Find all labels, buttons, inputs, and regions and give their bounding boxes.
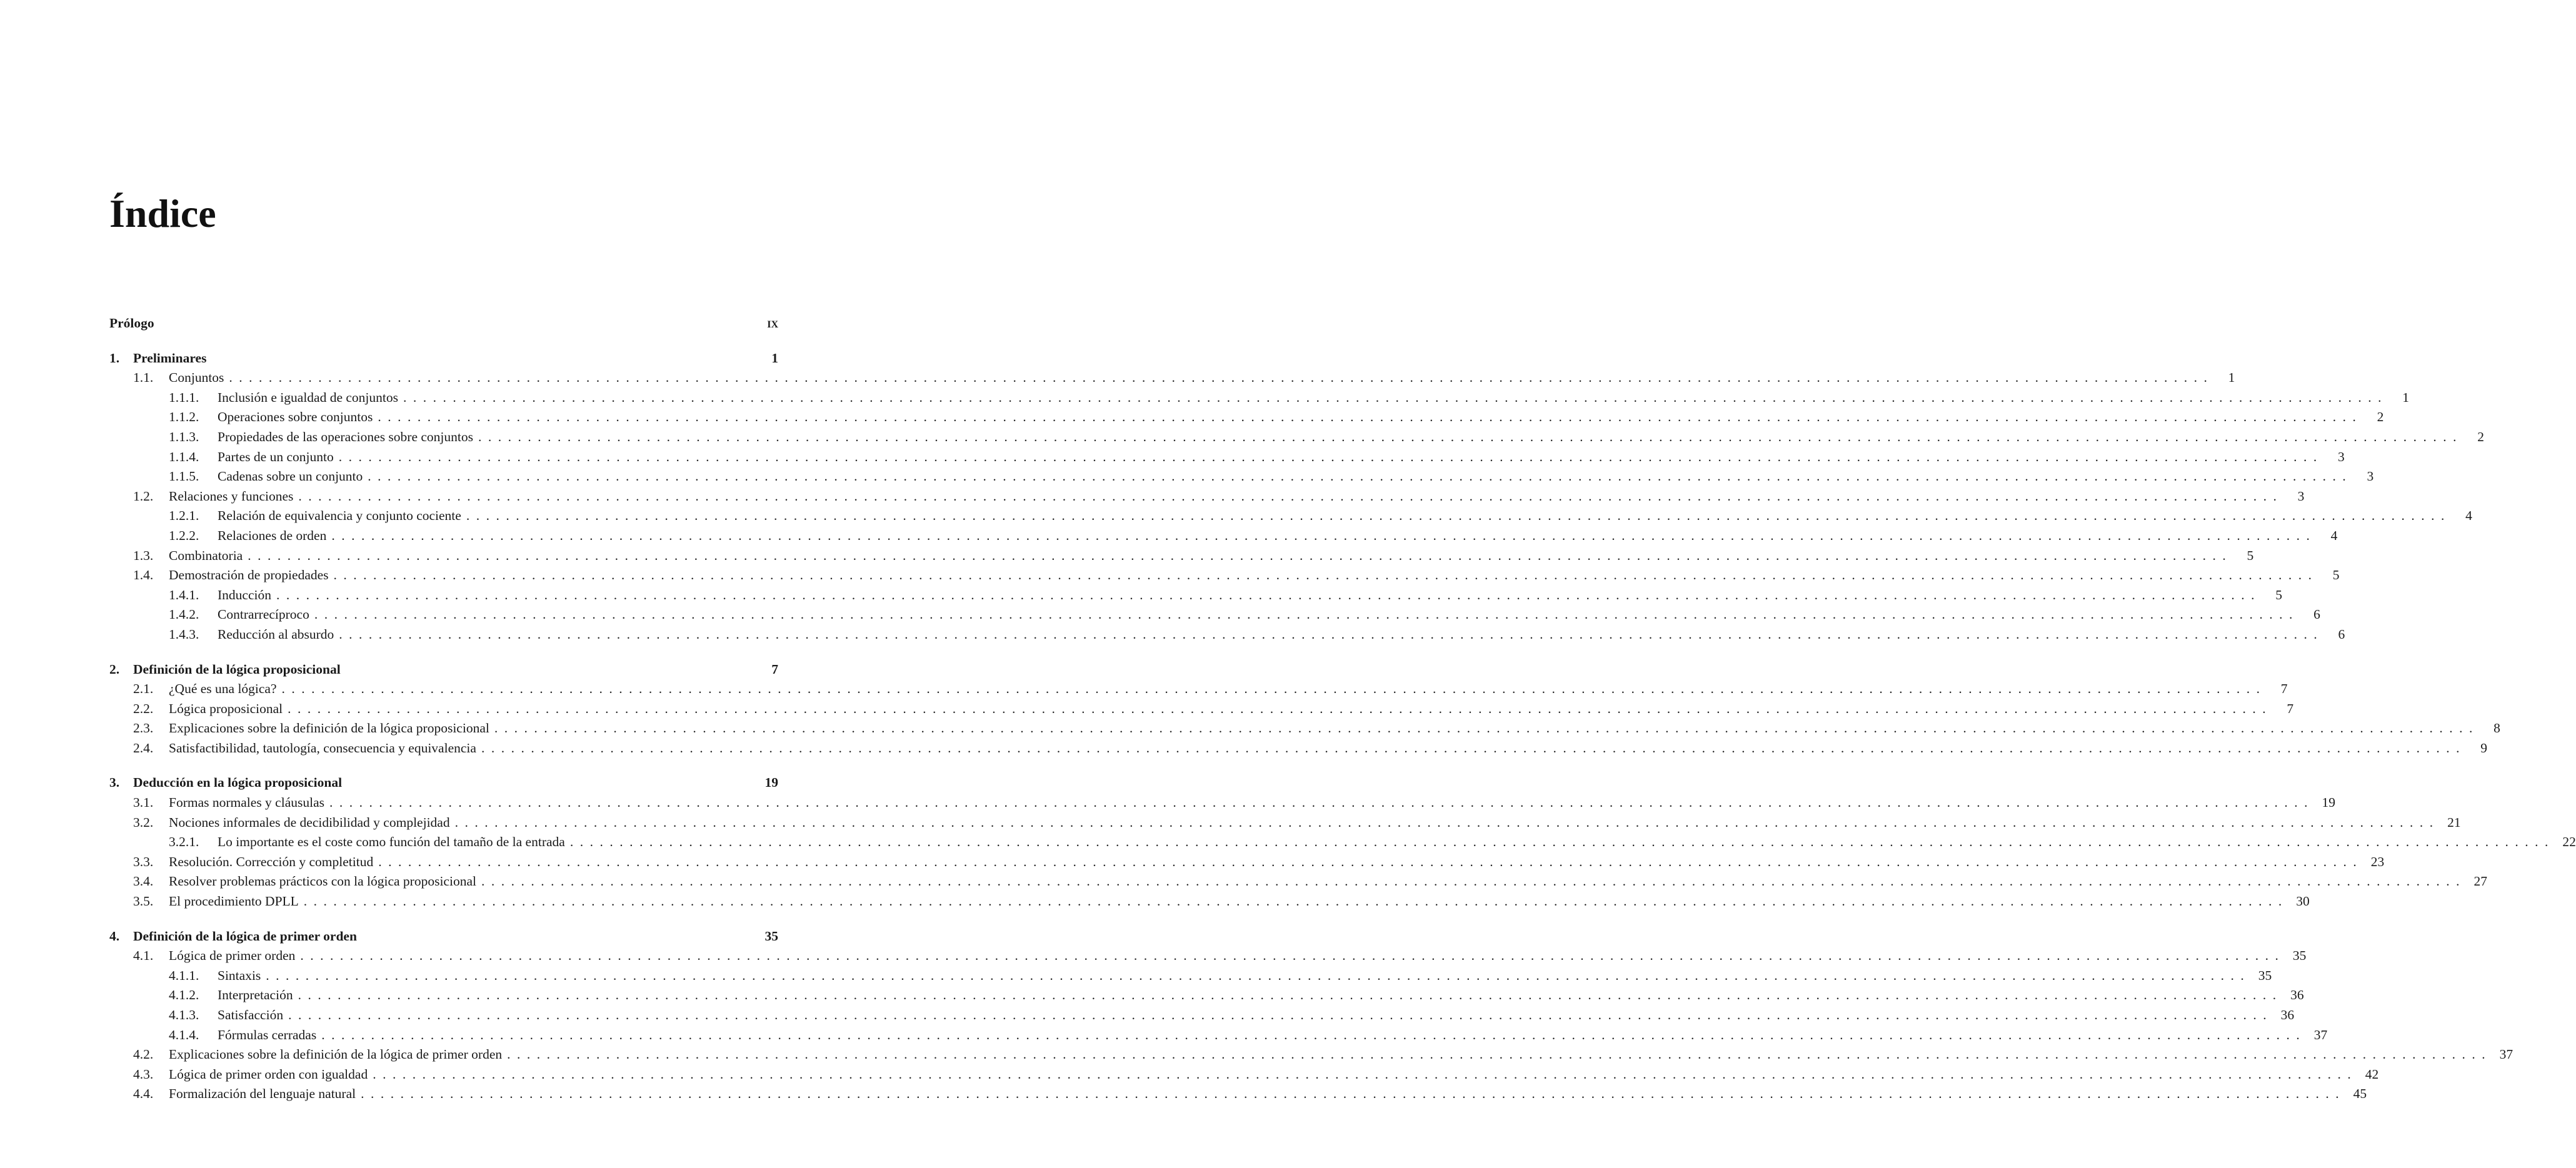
dot-leader: ........................................................................................................................................................................................................ — [314, 607, 2299, 622]
toc-subsection-entry[interactable] — [109, 388, 2409, 408]
toc-entry-page: 5 — [2275, 587, 2282, 602]
toc-chapter-number: 4. — [109, 928, 120, 944]
toc-entry-number: 1.4. — [133, 567, 154, 583]
dot-leader: ........................................................................................................................................................................................................ — [229, 370, 2214, 386]
toc-entry-page: 7 — [2287, 701, 2294, 716]
toc-entry-number: 1.2.2. — [169, 527, 199, 543]
toc-section-entry[interactable] — [109, 946, 2307, 966]
toc-section-entry[interactable] — [109, 566, 2340, 586]
toc-entry-page: IX — [767, 319, 778, 330]
toc-entry-number: 4.1.3. — [169, 1007, 199, 1022]
table-of-contents — [109, 314, 2576, 1104]
toc-entry-page: 2 — [2377, 409, 2384, 425]
toc-section-entry[interactable] — [109, 679, 2288, 699]
dot-leader: ........................................................................................................................................................................................................ — [288, 1007, 2273, 1022]
toc-section-entry[interactable] — [109, 487, 2305, 507]
toc-entry-label: Lógica de primer orden con igualdad — [169, 1066, 368, 1082]
toc-subsection-entry[interactable] — [109, 625, 2345, 645]
toc-entry-label: Satisfactibilidad, tautología, consecuencia y equivalencia — [169, 740, 476, 756]
dot-leader: ........................................................................................................................................................................................................ — [303, 894, 2288, 909]
toc-entry-label: Lo importante es el coste como función del tamaño de la entrada — [218, 834, 565, 850]
toc-entry-label: Propiedades de las operaciones sobre conjuntos — [218, 429, 473, 444]
dot-leader: ........................................................................................................................................................................................................ — [333, 567, 2318, 583]
toc-entry-label: Demostración de propiedades — [169, 567, 329, 583]
toc-entry-label: Conjuntos — [169, 370, 224, 386]
dot-leader: ........................................................................................................................................................................................................ — [454, 814, 2440, 830]
toc-entry-page: 22 — [2562, 834, 2576, 850]
toc-entry-number: 2.4. — [133, 740, 154, 756]
toc-subsection-entry[interactable] — [109, 832, 2576, 852]
toc-entry-page: 36 — [2280, 1007, 2295, 1022]
dot-leader: ........................................................................................................................................................................................................ — [276, 587, 2261, 602]
toc-chapter-title: Deducción en la lógica proposicional — [133, 775, 343, 791]
page-title: Índice — [109, 191, 216, 236]
toc-entry-page: 3 — [2337, 449, 2345, 464]
toc-chapter-2[interactable] — [109, 660, 778, 680]
toc-chapters — [109, 349, 2576, 1104]
dot-leader: ........................................................................................................................................................................................................ — [373, 1066, 2358, 1082]
toc-section-entry[interactable] — [109, 699, 2294, 719]
dot-leader: ........................................................................................................................................................................................................ — [298, 488, 2283, 504]
toc-entry-number: 4.1.2. — [169, 987, 199, 1003]
toc-entry-number: 1.4.3. — [169, 626, 199, 642]
dot-leader: ........................................................................................................................................................................................................ — [321, 1027, 2307, 1042]
toc-entry-number: 1.1.4. — [169, 449, 199, 464]
toc-entry-number: 4.2. — [133, 1047, 154, 1062]
toc-entry-number: 3.2. — [133, 814, 154, 830]
toc-entry-number: 3.1. — [133, 795, 154, 811]
toc-chapter-title: Definición de la lógica de primer orden — [133, 928, 357, 944]
toc-subsection-entry[interactable] — [109, 407, 2384, 427]
toc-chapter-page: 1 — [771, 350, 778, 366]
toc-entry-number: 4.4. — [133, 1086, 154, 1102]
toc-subsection-entry[interactable] — [109, 586, 2282, 606]
toc-entry-label: Cadenas sobre un conjunto — [218, 469, 363, 484]
toc-entry-label: Formalización del lenguaje natural — [169, 1086, 356, 1102]
toc-entry-page: 35 — [2292, 948, 2307, 964]
toc-entry-number: 1.1.3. — [169, 429, 199, 444]
toc-subsection-entry[interactable] — [109, 506, 2472, 526]
toc-entry-label: Fórmulas cerradas — [218, 1027, 317, 1042]
toc-section-entry[interactable] — [109, 1045, 2513, 1065]
dot-leader: ........................................................................................................................................................................................................ — [378, 854, 2363, 869]
toc-entry-number: 2.1. — [133, 681, 154, 697]
toc-entry-page: 36 — [2290, 987, 2304, 1003]
toc-subsection-entry[interactable] — [109, 526, 2338, 546]
toc-entry-label: Combinatoria — [169, 547, 243, 563]
dot-leader: ........................................................................................................................................................................................................ — [248, 547, 2233, 563]
toc-entry-number: 4.1.4. — [169, 1027, 199, 1042]
toc-entry-label: Relaciones de orden — [218, 527, 327, 543]
toc-entry-page: 37 — [2499, 1047, 2513, 1062]
toc-entry-number: 1.1.2. — [169, 409, 199, 425]
toc-entry-page: 6 — [2338, 626, 2345, 642]
toc-entry-page: 4 — [2465, 508, 2472, 524]
toc-entry-page: 5 — [2247, 547, 2254, 563]
toc-subsection-entry[interactable] — [109, 986, 2304, 1006]
toc-entry-number: 3.2.1. — [169, 834, 199, 850]
toc-entry-label: Satisfacción — [218, 1007, 284, 1022]
toc-subsection-entry[interactable] — [109, 467, 2374, 487]
toc-entry-label: Relación de equivalencia y conjunto cociente — [218, 508, 461, 524]
toc-section-entry[interactable] — [109, 1065, 2379, 1085]
toc-entry-number: 3.4. — [133, 874, 154, 889]
toc-section-entry[interactable] — [109, 719, 2500, 739]
toc-section-entry[interactable] — [109, 368, 2235, 388]
toc-chapter-4[interactable] — [109, 927, 778, 947]
toc-prologue-entry[interactable] — [109, 314, 778, 334]
toc-entry-label: Nociones informales de decidibilidad y complejidad — [169, 814, 450, 830]
toc-entry-page: 1 — [2228, 370, 2235, 386]
dot-leader: ........................................................................................................................................................................................................ — [300, 948, 2285, 964]
toc-entry-page: 1 — [2402, 389, 2409, 405]
toc-entry-number: 3.3. — [133, 854, 154, 869]
toc-entry-page: 3 — [2367, 469, 2374, 484]
toc-chapter-number: 3. — [109, 775, 120, 791]
dot-leader: ........................................................................................................................................................................................................ — [338, 449, 2323, 464]
toc-entry-number: 4.1.1. — [169, 967, 199, 983]
toc-section-entry[interactable] — [109, 892, 2310, 912]
toc-chapter-title: Definición de la lógica proposicional — [133, 661, 341, 677]
toc-section-entry[interactable] — [109, 813, 2461, 833]
toc-entry-page: 35 — [2258, 967, 2272, 983]
toc-entry-page: 9 — [2480, 740, 2487, 756]
toc-entry-number: 3.5. — [133, 894, 154, 909]
toc-entry-label: Operaciones sobre conjuntos — [218, 409, 373, 425]
toc-entry-page: 8 — [2493, 721, 2500, 736]
toc-entry-page: 4 — [2330, 527, 2338, 543]
dot-leader: ........................................................................................................................................................................................................ — [478, 429, 2463, 444]
toc-entry-number: 4.1. — [133, 948, 154, 964]
toc-entry-label: Prólogo — [109, 316, 154, 331]
toc-entry-page: 19 — [2322, 795, 2335, 811]
toc-entry-page: 27 — [2473, 874, 2487, 889]
toc-chapter-number: 1. — [109, 350, 120, 366]
toc-entry-number: 2.2. — [133, 701, 154, 716]
dot-leader: ........................................................................................................................................................................................................ — [329, 795, 2314, 811]
dot-leader: ........................................................................................................................................................................................................ — [361, 1086, 2346, 1102]
toc-entry-number: 1.4.1. — [169, 587, 199, 602]
toc-chapter-number: 2. — [109, 661, 120, 677]
toc-entry-page: 5 — [2332, 567, 2340, 583]
dot-leader: ........................................................................................................................................................................................................ — [507, 1047, 2492, 1062]
toc-entry-label: Reducción al absurdo — [218, 626, 334, 642]
toc-entry-number: 4.3. — [133, 1066, 154, 1082]
toc-entry-label: Interpretación — [218, 987, 293, 1003]
toc-entry-label: Inclusión e igualdad de conjuntos — [218, 389, 398, 405]
toc-chapter-title: Preliminares — [133, 350, 207, 366]
dot-leader: ........................................................................................................................................................................................................ — [494, 721, 2479, 736]
toc-entry-number: 1.2. — [133, 488, 154, 504]
toc-entry-number: 1.4.2. — [169, 607, 199, 622]
toc-entry-number: 1.1.5. — [169, 469, 199, 484]
toc-subsection-entry[interactable] — [109, 427, 2484, 447]
toc-subsection-entry[interactable] — [109, 605, 2320, 625]
toc-entry-label: Inducción — [218, 587, 271, 602]
toc-chapter-page: 19 — [764, 775, 778, 791]
toc-entry-label: ¿Qué es una lógica? — [169, 681, 277, 697]
toc-entry-page: 3 — [2297, 488, 2305, 504]
toc-chapter-page: 7 — [771, 661, 778, 677]
toc-subsection-entry[interactable] — [109, 447, 2345, 467]
toc-entry-page: 2 — [2477, 429, 2484, 444]
toc-entry-label: El procedimiento DPLL — [169, 894, 299, 909]
toc-entry-page: 42 — [2365, 1066, 2379, 1082]
toc-section-entry[interactable] — [109, 872, 2487, 892]
toc-chapter-1[interactable] — [109, 349, 778, 369]
toc-entry-number: 1.2.1. — [169, 508, 199, 524]
dot-leader: ........................................................................................................................................................................................................ — [331, 527, 2317, 543]
toc-entry-number: 1.3. — [133, 547, 154, 563]
toc-entry-label: Sintaxis — [218, 967, 261, 983]
toc-entry-label: Resolver problemas prácticos con la lógica proposicional — [169, 874, 476, 889]
dot-leader: ........................................................................................................................................................................................................ — [481, 740, 2466, 756]
toc-entry-number: 1.1. — [133, 370, 154, 386]
toc-entry-label: Partes de un conjunto — [218, 449, 334, 464]
toc-entry-number: 1.1.1. — [169, 389, 199, 405]
toc-subsection-entry[interactable] — [109, 966, 2272, 986]
toc-entry-page: 6 — [2313, 607, 2320, 622]
toc-section-entry[interactable] — [109, 739, 2487, 759]
dot-leader: ........................................................................................................................................................................................................ — [368, 469, 2353, 484]
toc-entry-label: Explicaciones sobre la definición de la lógica de primer orden — [169, 1047, 503, 1062]
toc-entry-label: Explicaciones sobre la definición de la lógica proposicional — [169, 721, 489, 736]
toc-entry-label: Lógica de primer orden — [169, 948, 296, 964]
toc-section-entry[interactable] — [109, 852, 2385, 872]
toc-entry-label: Resolución. Corrección y completitud — [169, 854, 374, 869]
toc-entry-label: Contrarrecíproco — [218, 607, 309, 622]
dot-leader: ........................................................................................................................................................................................................ — [378, 409, 2363, 425]
toc-entry-label: Formas normales y cláusulas — [169, 795, 324, 811]
toc-entry-page: 37 — [2313, 1027, 2328, 1042]
toc-entry-number: 2.3. — [133, 721, 154, 736]
toc-entry-label: Relaciones y funciones — [169, 488, 294, 504]
dot-leader: ........................................................................................................................................................................................................ — [281, 681, 2267, 697]
toc-section-entry[interactable] — [109, 793, 2335, 813]
dot-leader: ........................................................................................................................................................................................................ — [266, 967, 2251, 983]
toc-entry-page: 7 — [2280, 681, 2288, 697]
toc-entry-page: 30 — [2296, 894, 2310, 909]
toc-entry-page: 45 — [2353, 1086, 2367, 1102]
dot-leader: ........................................................................................................................................................................................................ — [288, 701, 2273, 716]
toc-section-entry[interactable] — [109, 546, 2254, 566]
toc-subsection-entry[interactable] — [109, 1006, 2295, 1026]
toc-entry-page: 21 — [2447, 814, 2461, 830]
dot-leader: ........................................................................................................................................................................................................ — [481, 874, 2466, 889]
dot-leader: ........................................................................................................................................................................................................ — [339, 626, 2324, 642]
dot-leader: ........................................................................................................................................................................................................ — [298, 987, 2283, 1003]
toc-section-entry[interactable] — [109, 1084, 2367, 1104]
dot-leader: ........................................................................................................................................................................................................ — [403, 389, 2388, 405]
toc-subsection-entry[interactable] — [109, 1026, 2328, 1046]
dot-leader: ........................................................................................................................................................................................................ — [569, 834, 2555, 850]
toc-chapter-3[interactable] — [109, 773, 778, 793]
toc-entry-page: 23 — [2370, 854, 2385, 869]
dot-leader: ........................................................................................................................................................................................................ — [466, 508, 2451, 524]
toc-chapter-page: 35 — [764, 928, 778, 944]
toc-entry-label: Lógica proposicional — [169, 701, 283, 716]
